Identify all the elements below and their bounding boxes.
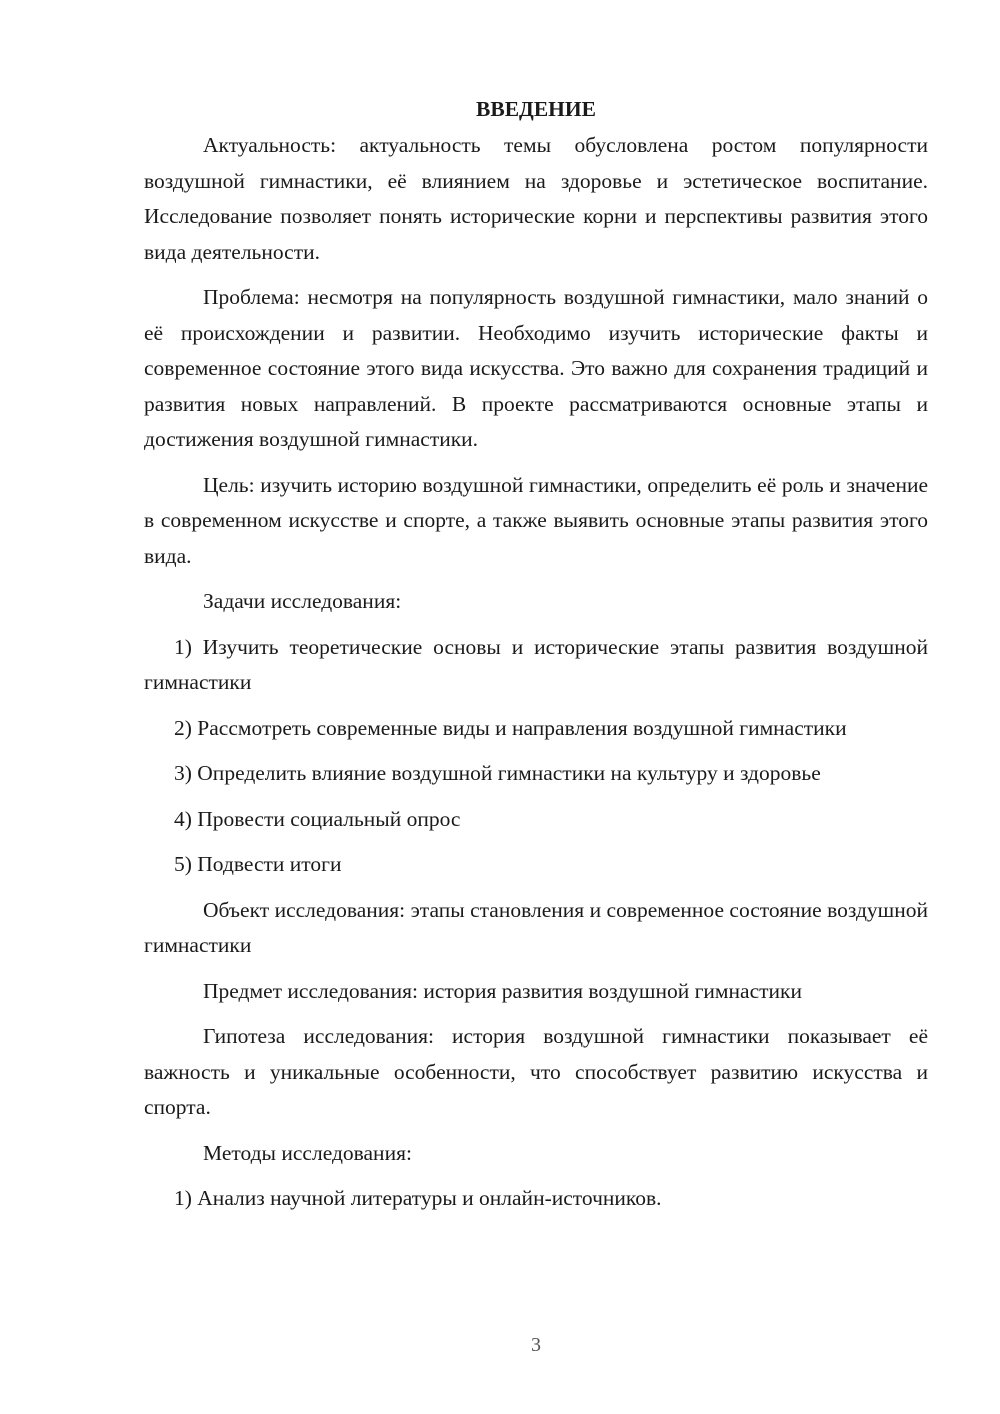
subject-paragraph: Предмет исследования: история развития воздушной гимнастики xyxy=(203,978,802,1003)
task-item-2: 2) Рассмотреть современные виды и направления воздушной гимнастики xyxy=(174,715,847,740)
method-item-1: 1) Анализ научной литературы и онлайн-источников. xyxy=(174,1186,662,1210)
hypothesis-paragraph: Гипотеза исследования: история воздушной гимнастики показывает её важность и уникальные особенности, что способствует развитию искусства и спорта. xyxy=(144,1024,928,1119)
problem-paragraph: Проблема: несмотря на популярность воздушной гимнастики, мало знаний о её происхождении и развитии. Необходимо изучить исторические факты и современное состояние этого вида искусства. Это важно для сохранения традиций и развития новых направлений. В проекте рассматриваются основные этапы и достижения воздушной гимнастики. xyxy=(144,285,928,451)
task-item-5: 5) Подвести итоги xyxy=(174,852,342,876)
tasks-title: Задачи исследования: xyxy=(203,589,402,613)
task-item-1: 1) Изучить теоретические основы и исторические этапы развития воздушной гимнастики xyxy=(144,634,928,694)
document-page xyxy=(144,92,928,1227)
task-item-4: 4) Провести социальный опрос xyxy=(174,806,461,831)
page-number: 3 xyxy=(531,1334,541,1356)
methods-title: Методы исследования: xyxy=(203,1140,412,1165)
task-item-3: 3) Определить влияние воздушной гимнастики на культуру и здоровье xyxy=(174,761,821,785)
goal-paragraph: Цель: изучить историю воздушной гимнастики, определить её роль и значение в современном искусстве и спорте, а также выявить основные этапы развития этого вида. xyxy=(144,472,928,568)
object-paragraph: Объект исследования: этапы становления и современное состояние воздушной гимнастики xyxy=(144,897,928,957)
relevance-paragraph: Актуальность: актуальность темы обусловлена ростом популярности воздушной гимнастики, её влиянием на здоровье и эстетическое воспитание. Исследование позволяет понять исторические корни и перспективы развития этого вида деятельности. xyxy=(144,133,928,264)
section-heading: ВВЕДЕНИЕ xyxy=(476,97,596,121)
